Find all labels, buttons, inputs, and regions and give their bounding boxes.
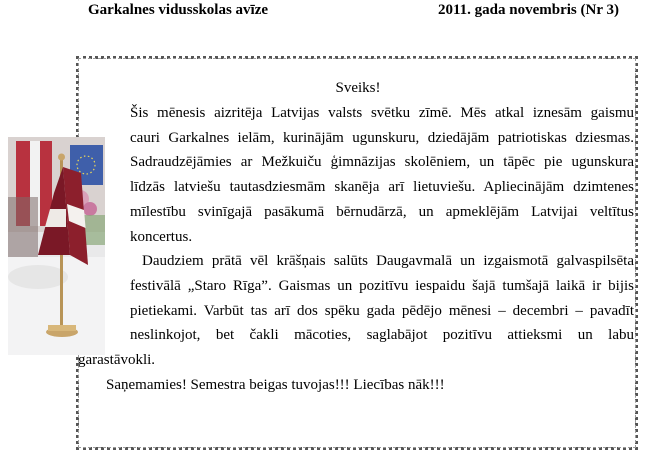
paragraph-1-line: koncertus. (130, 228, 193, 245)
paragraph-2-line: Daudziem prātā vēl krāšņais salūts Daugavmalā un izgaismotā galvaspilsēta (142, 253, 634, 270)
paragraph-2-line: pietiekami. Varbūt tas arī dos spēku gada pēdējo mēnesi – decembri – pavadīt (130, 302, 634, 319)
paragraph-1 (78, 101, 634, 249)
paragraph-2-line: neslinkojot, bet čakli mācoties, saglabājot pozitīvu attieksmi un labu (130, 327, 634, 344)
paragraph-1-line: cauri Garkalnes ielām, kurinājām ugunskuru, dziedājām patriotiskas dziesmas. (130, 129, 634, 146)
newspaper-title: Garkalnes vidusskolas avīze (88, 2, 269, 18)
paragraph-1-line: mīlestību svinīgajā pasākumā bērnudārzā, un apmeklējām Latvijai veltītus (130, 203, 634, 220)
paragraph-2-line: festivālā „Staro Rīga”. Gaismas un pozitīvu iespaidu šajā tumšajā laikā ir bijis (130, 277, 634, 294)
issue-date: 2011. gada novembris (Nr 3) (438, 2, 619, 18)
greeting: Sveiks! (335, 80, 381, 96)
page-header (0, 0, 648, 22)
paragraph-2-line: garastāvokli. (78, 352, 156, 369)
paragraph-1-line: Šis mēnesis aizritēja Latvijas valsts svētku zīmē. Mēs atkal iznesām gaismu (130, 105, 634, 121)
article-body (78, 76, 634, 397)
paragraph-2 (78, 249, 634, 373)
paragraph-1-line: līdzās latviešu tautasdziesmām skanēja arī lietuviešu. Apliecinājām dzimtenes (130, 179, 634, 196)
paragraph-1-line: Sadraudzējāmies ar Mežkuiču ģimnāzijas skolēniem, un tāpēc pie ugunskura (130, 154, 634, 171)
closing-line: Saņemamies! Semestra beigas tuvojas!!! Liecības nāk!!! (106, 376, 445, 393)
